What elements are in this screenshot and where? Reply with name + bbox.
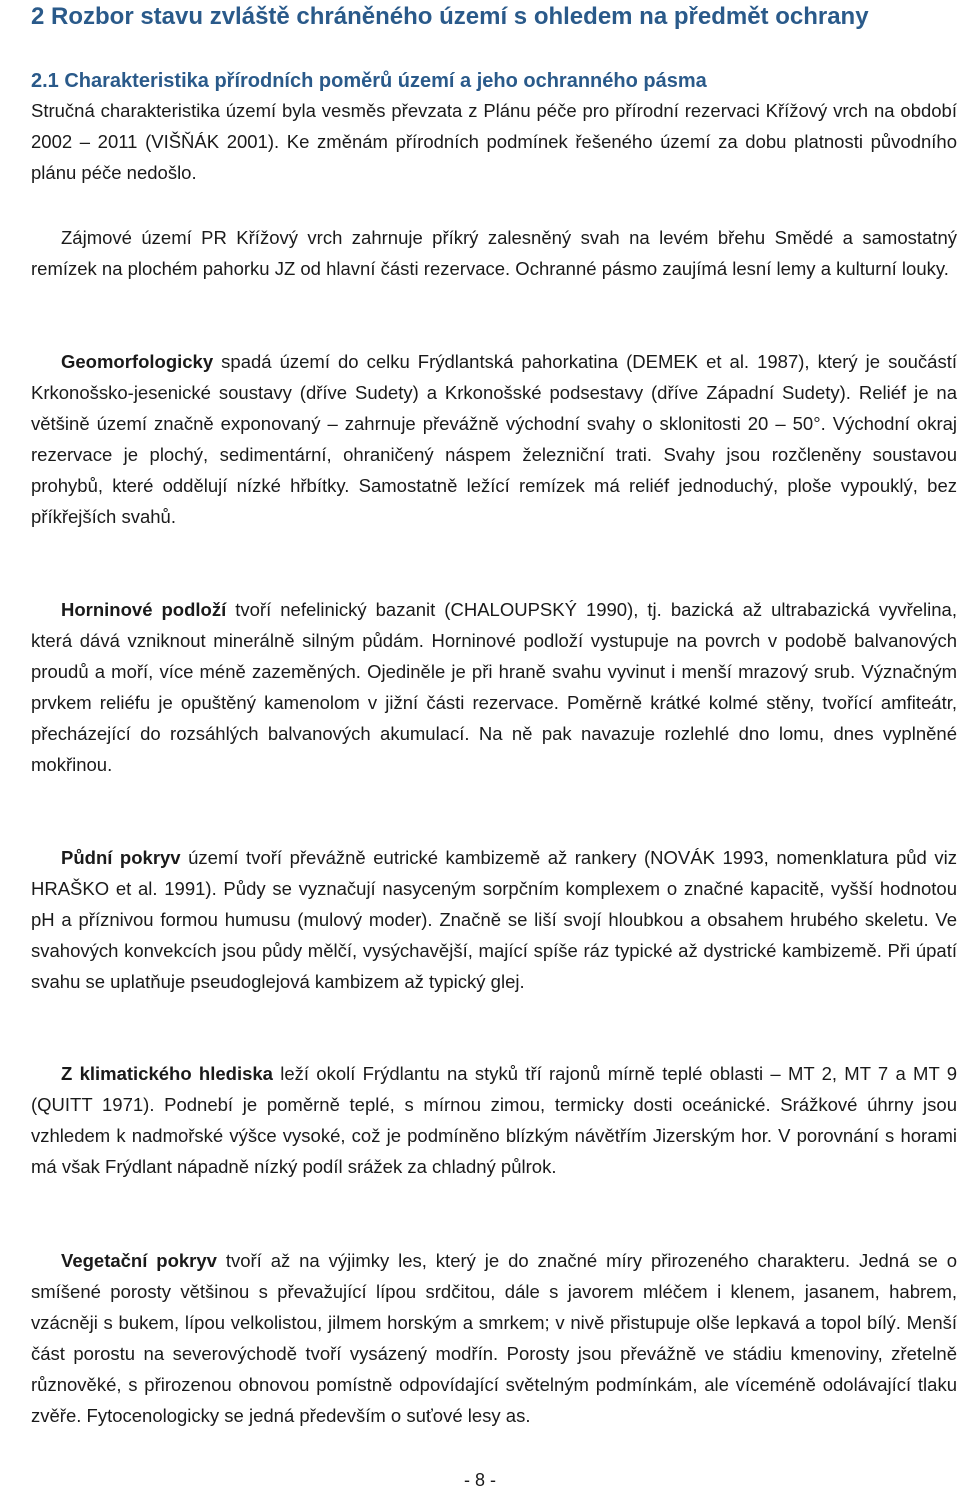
paragraph-geomorphology-text: spadá území do celku Frýdlantská pahorkatina (DEMEK et al. 1987), který je součástí Krkonošsko-jesenické soustavy (dříve Sudety) a Krkonošské podsestavy (dříve Západní Sudety). Reliéf je na většině území značně exponovaný – zahrnuje převážně východní svahy o sklonitosti 20 – 50°. Východní okraj rezervace je plochý, sedimentární, ohraničený náspem železniční trati. Svahy jsou rozčleněny soustavou prohybů, které oddělují nízké hřbítky. Samostatně ležící remízek má reliéf jednoduchý, ploše vypouklý, bez příkřejších svahů. [31,351,957,527]
paragraph-climate [31,1058,957,1182]
paragraph-vegetation [31,1245,957,1431]
paragraph-soil [31,842,957,997]
term-climate: Z klimatického hlediska [61,1063,273,1084]
subsection-heading: 2.1 Charakteristika přírodních poměrů území a jeho ochranného pásma [31,70,707,92]
paragraph-climate-text: leží okolí Frýdlantu na styků tří rajonů mírně teplé oblasti – MT 2, MT 7 a MT 9 (QUITT 1971). Podnebí je poměrně teplé, s mírnou zimou, termicky dosti oceánické. Srážkové úhrny jsou vzhledem k nadmořské výšce vysoké, což je podmíněno blízkým návětřím Jizerským hor. V porovnání s horami má však Frýdlant nápadně nízký podíl srážek za chladný půlrok. [31,1063,957,1177]
paragraph-intro: Stručná charakteristika území byla vesměs převzata z Plánu péče pro přírodní rezervaci Křížový vrch na období 2002 – 2011 (VIŠŇÁK 2001). Ke změnám přírodních podmínek řešeného území za dobu platnosti původního plánu péče nedošlo. [31,100,957,183]
term-bedrock: Horninové podloží [61,599,227,620]
paragraph-vegetation-text: tvoří až na výjimky les, který je do značné míry přirozeného charakteru. Jedná se o smíšené porosty většinou s převažující lípou srdčitou, dále s javorem mléčem i klenem, jasanem, habrem, vzácněji s bukem, lípou velkolistou, jilmem horským a smrkem; v nivě přistupuje olše lepkavá a topol bílý. Menší část porostu na severovýchodě tvoří vysázený modřín. Porosty jsou převážně ve stádiu kmenoviny, zřetelně různověké, s přirozenou obnovou pomístně odpovídající světelným podmínkám, ale víceméně odolávající tlaku zvěře. Fytocenologicky se jedná především o suťové lesy as. [31,1250,957,1426]
paragraph-area: Zájmové území PR Křížový vrch zahrnuje příkrý zalesněný svah na levém břehu Smědé a samostatný remízek na plochém pahorku JZ od hlavní části rezervace. Ochranné pásmo zaujímá lesní lemy a kulturní louky. [31,227,957,279]
paragraph-bedrock-text: tvoří nefelinický bazanit (CHALOUPSKÝ 1990), tj. bazická až ultrabazická vyvřelina, která dává vzniknout minerálně silným půdám. Horninové podloží vystupuje na povrch v podobě balvanových proudů a moří, více méně zazeměných. Ojediněle je při hraně svahu vyvinut i menší mrazový srub. Význačným prvkem reliéfu je opuštěný kamenolom v jižní části rezervace. Poměrně krátké kolmé stěny, tvořící amfiteátr, přecházející do rozsáhlých balvanových akumulací. Na ně pak navazuje rozlehlé dno lomu, dnes vyplněné mokřinou. [31,599,957,775]
paragraph-bedrock [31,594,957,780]
term-vegetation: Vegetační pokryv [61,1250,217,1271]
section-heading: 2 Rozbor stavu zvláště chráněného území s ohledem na předmět ochrany [31,3,869,30]
term-soil: Půdní pokryv [61,847,181,868]
term-geomorphology: Geomorfologicky [61,351,214,372]
paragraph-soil-text: území tvoří převážně eutrické kambizemě až rankery (NOVÁK 1993, nomenklatura půd viz HRAŠKO et al. 1991). Půdy se vyznačují nasyceným sorpčním komplexem o značné kapacitě, vyšší hodnotou pH a příznivou formou humusu (mulový moder). Značně se liší svojí hloubkou a obsahem hrubého skeletu. Ve svahových konvekcích jsou půdy mělčí, vysýchavější, mající spíše ráz typické až dystrické kambizemě. Při úpatí svahu se uplatňuje pseudoglejová kambizem až typický glej. [31,847,957,992]
paragraph-geomorphology [31,346,957,532]
page-number: - 8 - [463,1470,496,1490]
